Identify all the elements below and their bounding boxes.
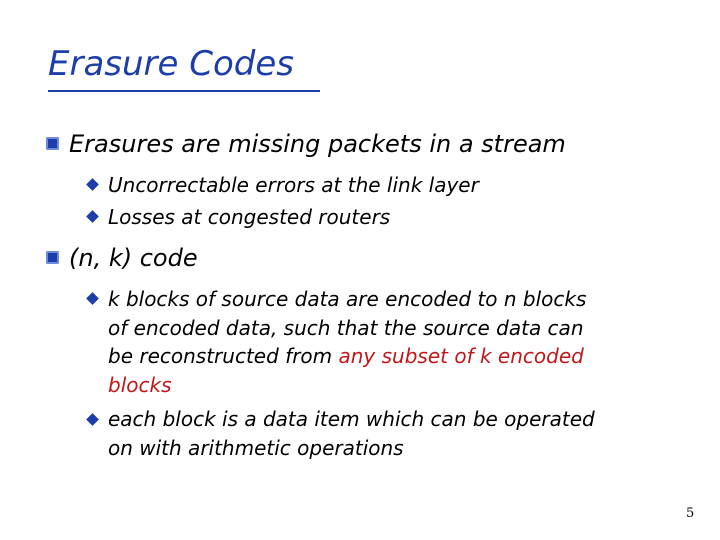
- para-line: k blocks of source data are encoded to n blocks: [108, 287, 587, 311]
- bullet-text: (n, k) code: [69, 244, 198, 272]
- sub-bullet-text: Uncorrectable errors at the link layer: [108, 173, 479, 197]
- para-line: of encoded data, such that the source data can: [108, 315, 584, 340]
- slide-title: Erasure Codes: [48, 44, 295, 84]
- square-bullet-icon: [46, 251, 59, 264]
- para-line: on with arithmetic operations: [108, 435, 404, 460]
- diamond-bullet-icon: [86, 210, 99, 223]
- para-line: [108, 342, 586, 371]
- diamond-bullet-icon: [86, 178, 99, 191]
- diamond-bullet-icon: [86, 413, 99, 426]
- para-line: each block is a data item which can be operated: [108, 407, 595, 431]
- para-line-highlight: blocks: [108, 372, 172, 397]
- square-bullet-icon: [46, 137, 59, 150]
- diamond-bullet-icon: [86, 292, 99, 305]
- title-underline: [48, 90, 320, 92]
- highlight-text: any subset of k encoded: [338, 344, 584, 368]
- para-line-text: be reconstructed from: [108, 344, 339, 368]
- bullet-nk-code: [46, 244, 198, 272]
- page-number: 5: [686, 506, 695, 521]
- sub-bullet-text: Losses at congested routers: [108, 205, 391, 229]
- sub-paragraph-encoding: [108, 285, 586, 399]
- sub-paragraph-arithmetic: [108, 405, 595, 462]
- bullet-erasures: [46, 130, 566, 158]
- bullet-text: Erasures are missing packets in a stream: [69, 130, 566, 158]
